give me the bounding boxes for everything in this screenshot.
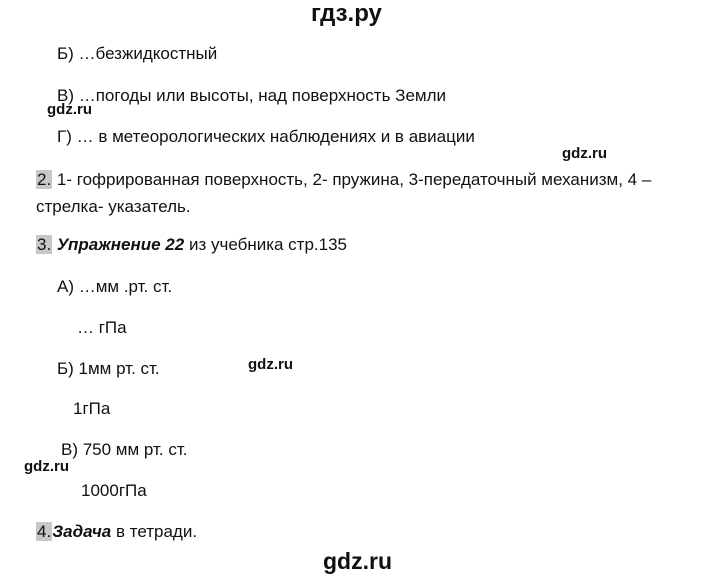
task-4-line: [36, 522, 197, 542]
watermark-top: гдз.ру: [311, 0, 382, 27]
watermark-gdz-4: gdz.ru: [24, 458, 69, 475]
task-4-task: Задача: [52, 522, 112, 541]
watermark-gdz-2: gdz.ru: [562, 145, 607, 162]
answer-v-mm: В) 750 мм рт. ст.: [61, 440, 188, 459]
answer-v-gpa: 1000гПа: [81, 481, 147, 500]
answer-v-line: В) …погоды или высоты, над поверхность Земли: [57, 86, 446, 105]
task-3-number: 3.: [37, 235, 52, 254]
task-3-line: [36, 235, 347, 255]
watermark-gdz-3: gdz.ru: [248, 356, 293, 373]
task-2-line-1: [36, 170, 651, 190]
task-4-rest: в тетради.: [111, 522, 198, 541]
task-3-rest: из учебника стр.135: [184, 235, 348, 254]
watermark-gdz-1: gdz.ru: [47, 101, 92, 118]
task-2-line-2: стрелка- указатель.: [36, 197, 191, 216]
answer-b-gpa: 1гПа: [73, 399, 111, 418]
task-3-exercise: Упражнение 22: [56, 235, 185, 254]
task-2-text-1: 1- гофрированная поверхность, 2- пружина, 3-передаточный механизм, 4 –: [52, 170, 652, 189]
answer-a-mm: А) …мм .рт. ст.: [57, 277, 173, 296]
answer-a-gpa: … гПа: [77, 318, 127, 337]
answer-b-line: Б) …безжидкостный: [57, 44, 218, 63]
answer-b-mm: Б) 1мм рт. ст.: [57, 359, 160, 378]
task-4-number: 4.: [37, 522, 52, 541]
watermark-bottom: gdz.ru: [323, 548, 392, 574]
task-2-number: 2.: [37, 170, 52, 189]
answer-g-line: Г) … в метеорологических наблюдениях и в авиации: [57, 127, 475, 146]
